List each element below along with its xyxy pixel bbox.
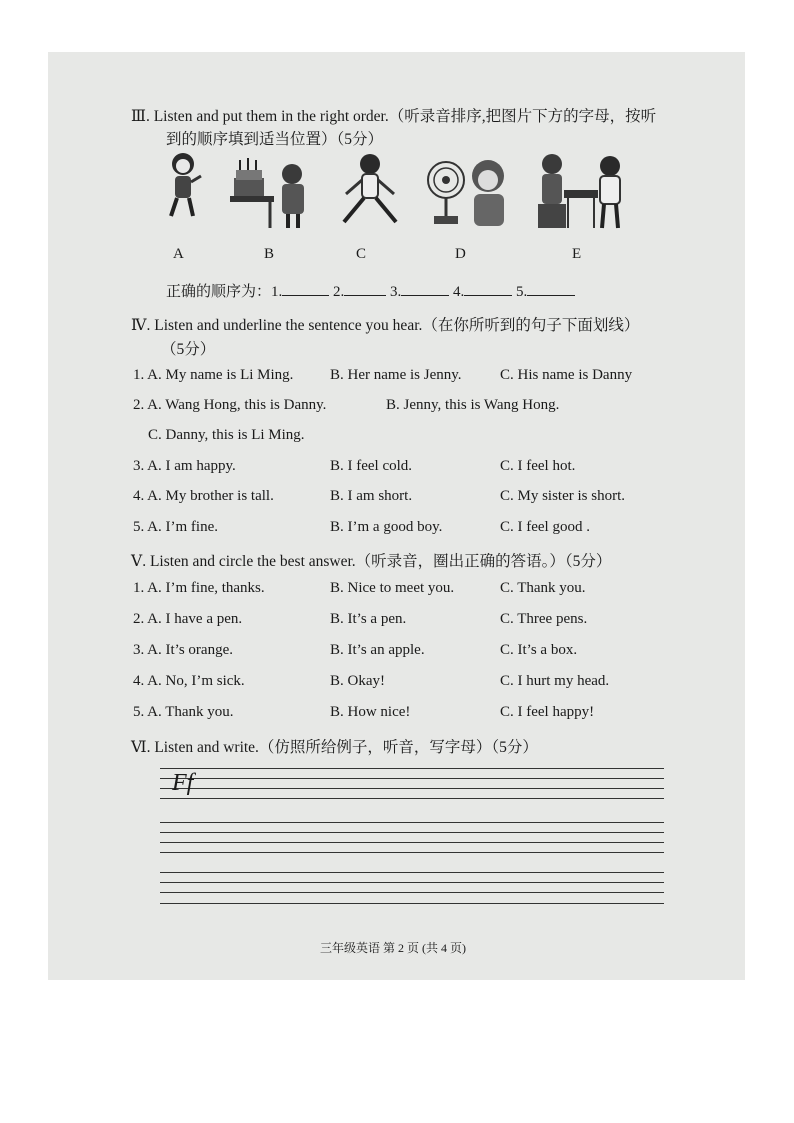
picture-a-girl-listening bbox=[163, 150, 207, 222]
s5-q3-option-b[interactable]: B. It’s an apple. bbox=[330, 642, 425, 658]
s4-q3-option-c[interactable]: C. I feel hot. bbox=[500, 458, 576, 474]
order-answer-row bbox=[166, 280, 575, 301]
s4-q1-option-a[interactable]: 1. A. My name is Li Ming. bbox=[133, 367, 294, 383]
picture-letter-c: C bbox=[356, 246, 367, 262]
s5-q2-option-c[interactable]: C. Three pens. bbox=[500, 611, 588, 627]
s4-q3-option-b[interactable]: B. I feel cold. bbox=[330, 458, 413, 474]
picture-letter-a: A bbox=[173, 246, 184, 262]
s4-q1-option-b[interactable]: B. Her name is Jenny. bbox=[330, 367, 462, 383]
s4-q3-option-a[interactable]: 3. A. I am happy. bbox=[133, 458, 236, 474]
s4-q4-option-c[interactable]: C. My sister is short. bbox=[500, 488, 626, 504]
s5-q1-option-c[interactable]: C. Thank you. bbox=[500, 580, 586, 596]
writing-lines-group-3[interactable] bbox=[160, 872, 664, 906]
example-letters: Ff bbox=[172, 770, 194, 796]
order-blank-3[interactable] bbox=[401, 281, 449, 296]
s5-q2-option-a[interactable]: 2. A. I have a pen. bbox=[133, 611, 243, 627]
order-num-4: 4. bbox=[453, 284, 465, 300]
s4-q2-option-c[interactable]: C. Danny, this is Li Ming. bbox=[148, 427, 305, 443]
section3-title: Ⅲ. Listen and put them in the right order.（听录音排序,把图片下方的字母，按听 bbox=[131, 108, 657, 125]
order-blank-4[interactable] bbox=[464, 281, 512, 296]
picture-letter-d: D bbox=[455, 246, 466, 262]
picture-c-boy-sitting bbox=[338, 150, 402, 230]
s5-q2-option-b[interactable]: B. It’s a pen. bbox=[330, 611, 407, 627]
writing-lines-group-2[interactable] bbox=[160, 822, 664, 854]
writing-lines-group-1[interactable] bbox=[160, 768, 664, 808]
s4-q5-option-c[interactable]: C. I feel good . bbox=[500, 519, 590, 535]
order-label: 正确的顺序为： bbox=[166, 284, 272, 300]
order-blank-2[interactable] bbox=[344, 281, 386, 296]
page-footer: 三年级英语 第 2 页 (共 4 页) bbox=[320, 941, 466, 955]
s4-q4-option-a[interactable]: 4. A. My brother is tall. bbox=[133, 488, 274, 504]
section4-score: （5分） bbox=[161, 341, 216, 358]
picture-d-fan-woman bbox=[426, 150, 514, 230]
s5-q3-option-c[interactable]: C. It’s a box. bbox=[500, 642, 578, 658]
section5-title: Ⅴ. Listen and circle the best answer.（听录音，圈出正确的答语。）（5分） bbox=[131, 553, 612, 570]
s5-q4-option-a[interactable]: 4. A. No, I’m sick. bbox=[133, 673, 245, 689]
s4-q5-option-b[interactable]: B. I’m a good boy. bbox=[330, 519, 443, 535]
picture-letter-b: B bbox=[264, 246, 275, 262]
s4-q2-option-a[interactable]: 2. A. Wang Hong, this is Danny. bbox=[133, 397, 327, 413]
s5-q1-option-b[interactable]: B. Nice to meet you. bbox=[330, 580, 455, 596]
section4-title: Ⅳ. Listen and underline the sentence you hear.（在你所听到的句子下面划线） bbox=[131, 317, 640, 334]
s4-q4-option-b[interactable]: B. I am short. bbox=[330, 488, 413, 504]
section6-title: Ⅵ. Listen and write.（仿照所给例子，听音，写字母）（5分） bbox=[131, 739, 538, 756]
s5-q1-option-a[interactable]: 1. A. I’m fine, thanks. bbox=[133, 580, 265, 596]
order-num-3: 3. bbox=[390, 284, 402, 300]
order-blank-1[interactable] bbox=[282, 281, 329, 296]
order-num-5: 5. bbox=[516, 284, 528, 300]
s5-q5-option-a[interactable]: 5. A. Thank you. bbox=[133, 704, 234, 720]
s4-q2-option-b[interactable]: B. Jenny, this is Wang Hong. bbox=[386, 397, 560, 413]
picture-letter-e: E bbox=[572, 246, 582, 262]
order-blank-5[interactable] bbox=[527, 281, 575, 296]
picture-b-birthday-cake bbox=[230, 150, 312, 230]
s4-q5-option-a[interactable]: 5. A. I’m fine. bbox=[133, 519, 218, 535]
order-num-2: 2. bbox=[333, 284, 345, 300]
s5-q4-option-c[interactable]: C. I hurt my head. bbox=[500, 673, 610, 689]
s5-q4-option-b[interactable]: B. Okay! bbox=[330, 673, 385, 689]
order-num-1: 1. bbox=[271, 284, 283, 300]
picture-e-two-people bbox=[534, 150, 628, 230]
s5-q5-option-c[interactable]: C. I feel happy! bbox=[500, 704, 595, 720]
s5-q5-option-b[interactable]: B. How nice! bbox=[330, 704, 411, 720]
section3-title-cont: 到的顺序填到适当位置）（5分） bbox=[166, 131, 384, 148]
s4-q1-option-c[interactable]: C. His name is Danny bbox=[500, 367, 633, 383]
s5-q3-option-a[interactable]: 3. A. It’s orange. bbox=[133, 642, 233, 658]
